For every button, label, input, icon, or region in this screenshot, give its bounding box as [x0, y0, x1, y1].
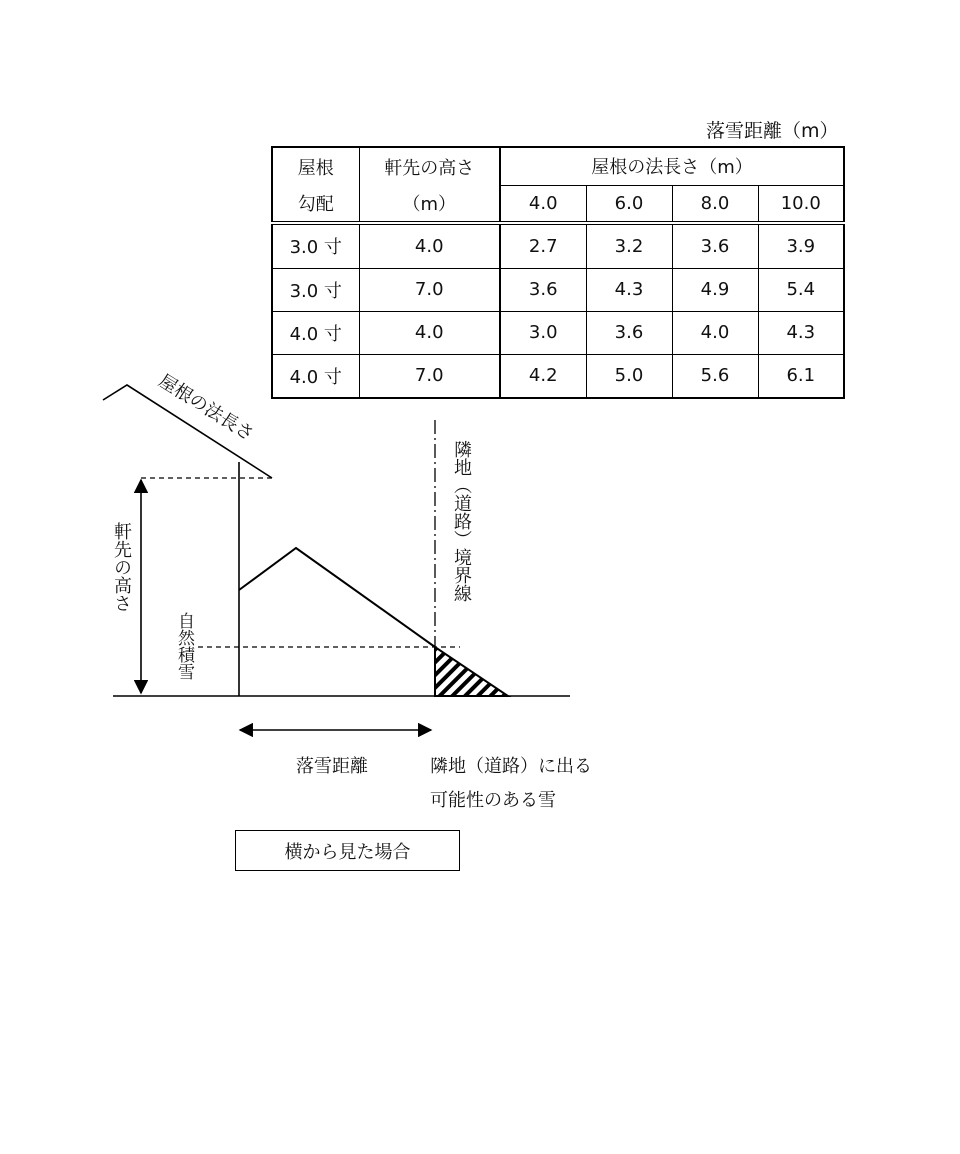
table-unit-caption: 落雪距離（m） — [706, 120, 839, 142]
row-value-cell: 4.2 — [500, 354, 586, 398]
row-value-cell: 5.4 — [758, 268, 844, 311]
row-value-cell: 3.6 — [500, 268, 586, 311]
header-slope-line2: 勾配 — [272, 185, 359, 223]
row-value-cell: 6.1 — [758, 354, 844, 398]
row-eave-cell: 4.0 — [359, 311, 500, 354]
overflow-snow-label-line2: 可能性のある雪 — [430, 790, 556, 811]
roof-length-label: 屋根の法長さ — [154, 370, 258, 446]
eave-height-label: 軒先の高さ — [111, 522, 132, 612]
row-value-cell: 4.9 — [672, 268, 758, 311]
row-value-cell: 4.3 — [586, 268, 672, 311]
overflow-snow-label-line1: 隣地（道路）に出る — [430, 756, 592, 777]
row-eave-cell: 7.0 — [359, 268, 500, 311]
boundary-line-label: 隣地（道路）境界線 — [451, 440, 472, 602]
row-slope-cell: 3.0 寸 — [272, 268, 359, 311]
falling-snow-pile-outline — [239, 548, 435, 647]
overflow-snow-hatch — [435, 647, 508, 696]
row-value-cell: 5.6 — [672, 354, 758, 398]
header-length-col: 6.0 — [586, 185, 672, 223]
row-value-cell: 4.3 — [758, 311, 844, 354]
header-slope-line1: 屋根 — [272, 147, 359, 185]
header-eave-line2: （m） — [359, 185, 500, 223]
header-length-col: 10.0 — [758, 185, 844, 223]
header-eave-line1: 軒先の高さ — [359, 147, 500, 185]
row-value-cell: 3.6 — [672, 223, 758, 268]
fall-distance-label: 落雪距離 — [296, 756, 368, 777]
view-caption: 横から見た場合 — [284, 841, 411, 863]
row-value-cell: 4.0 — [672, 311, 758, 354]
row-value-cell: 3.2 — [586, 223, 672, 268]
header-length-col: 8.0 — [672, 185, 758, 223]
header-roof-length-group: 屋根の法長さ（m） — [500, 147, 844, 185]
row-value-cell: 3.6 — [586, 311, 672, 354]
view-caption-box — [235, 830, 460, 871]
row-value-cell: 5.0 — [586, 354, 672, 398]
row-value-cell: 2.7 — [500, 223, 586, 268]
row-slope-cell: 3.0 寸 — [272, 223, 359, 268]
row-eave-cell: 4.0 — [359, 223, 500, 268]
row-slope-cell: 4.0 寸 — [272, 311, 359, 354]
row-slope-cell: 4.0 寸 — [272, 354, 359, 398]
header-length-col: 4.0 — [500, 185, 586, 223]
row-value-cell: 3.0 — [500, 311, 586, 354]
row-value-cell: 3.9 — [758, 223, 844, 268]
natural-snow-label: 自然積雪 — [174, 612, 194, 680]
row-eave-cell: 7.0 — [359, 354, 500, 398]
